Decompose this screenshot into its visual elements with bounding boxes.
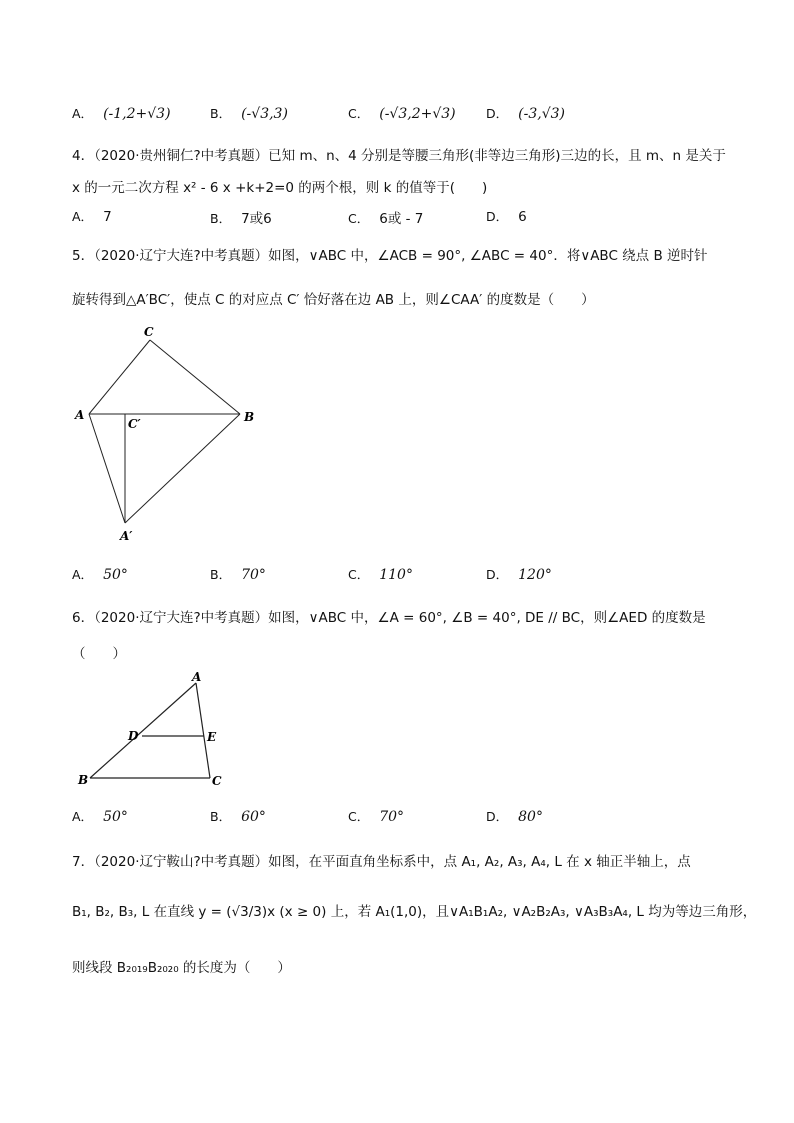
q5-segment-cb bbox=[150, 340, 240, 414]
q4-option-d[interactable]: D． 6 bbox=[486, 209, 527, 225]
q5-label-c1: C′ bbox=[128, 417, 141, 431]
q5-label-a: A bbox=[75, 408, 85, 422]
q3-option-d[interactable]: D． (-3,√3) bbox=[486, 106, 565, 122]
q6-stem-line1: 6．（2020·辽宁大连?中考真题）如图，∨ABC 中，∠A = 60°, ∠B = 40°, DE // BC，则∠AED 的度数是 bbox=[72, 610, 706, 626]
q5-option-d[interactable]: D． 120° bbox=[486, 567, 552, 583]
q6-option-d[interactable]: D． 80° bbox=[486, 809, 543, 825]
q5-stem-line1: 5．（2020·辽宁大连?中考真题）如图，∨ABC 中，∠ACB = 90°, ∠ABC = 40°．将∨ABC 绕点 B 逆时针 bbox=[72, 248, 708, 264]
q4-option-c[interactable]: C． 6或 - 7 bbox=[348, 211, 424, 227]
q5-label-c: C bbox=[144, 325, 154, 339]
q4-option-b[interactable]: B． 7或6 bbox=[210, 211, 272, 227]
q3-option-c[interactable]: C． (-√3,2+√3) bbox=[348, 106, 456, 122]
q5-option-c[interactable]: C． 110° bbox=[348, 567, 413, 583]
q5-label-a1: A′ bbox=[120, 529, 133, 543]
q6-label-d: D bbox=[128, 729, 139, 743]
q5-label-b: B bbox=[244, 410, 255, 424]
q5-option-b[interactable]: B． 70° bbox=[210, 567, 266, 583]
q5-segment-a1b bbox=[125, 414, 240, 523]
q6-label-b: B bbox=[78, 773, 89, 787]
q4-stem-line2: x 的一元二次方程 x² - 6 x +k+2=0 的两个根，则 k 的值等于( ) bbox=[72, 180, 488, 196]
q6-option-b[interactable]: B． 60° bbox=[210, 809, 266, 825]
q6-figure bbox=[72, 670, 232, 792]
q7-stem-line3: 则线段 B₂₀₁₉B₂₀₂₀ 的长度为（ ） bbox=[72, 960, 291, 976]
q5-stem-line2: 旋转得到△A′BC′，使点 C 的对应点 C′ 恰好落在边 AB 上，则∠CAA′ 的度数是（ ） bbox=[72, 292, 595, 308]
q3-option-a[interactable]: A． (-1,2+√3) bbox=[72, 106, 171, 122]
q4-option-a[interactable]: A． 7 bbox=[72, 209, 112, 225]
q6-option-c[interactable]: C． 70° bbox=[348, 809, 405, 825]
q3-option-b[interactable]: B． (-√3,3) bbox=[210, 106, 288, 122]
q6-label-a: A bbox=[192, 670, 202, 684]
q6-stem-line2: （ ） bbox=[72, 646, 126, 662]
q6-label-c: C bbox=[212, 774, 222, 788]
q5-segment-ac bbox=[89, 340, 150, 414]
q5-option-a[interactable]: A． 50° bbox=[72, 567, 128, 583]
q5-segment-aa1 bbox=[89, 414, 125, 523]
q7-stem-line2: B₁, B₂, B₃, L 在直线 y = (√3/3)x (x ≥ 0) 上，若 A₁(1,0)，且∨A₁B₁A₂, ∨A₂B₂A₃, ∨A₃B₃A₄, L 均为等边三角形， bbox=[72, 904, 757, 920]
q6-segment-ab bbox=[90, 683, 196, 778]
q6-label-e: E bbox=[207, 730, 217, 744]
q5-figure bbox=[70, 320, 270, 545]
q4-stem-line1: 4．（2020·贵州铜仁?中考真题）已知 m、n、4 分别是等腰三角形(非等边三角形)三边的长，且 m、n 是关于 bbox=[72, 148, 726, 164]
q7-stem-line1: 7．（2020·辽宁鞍山?中考真题）如图，在平面直角坐标系中，点 A₁, A₂, A₃, A₄, L 在 x 轴正半轴上，点 bbox=[72, 854, 691, 870]
q6-option-a[interactable]: A． 50° bbox=[72, 809, 128, 825]
